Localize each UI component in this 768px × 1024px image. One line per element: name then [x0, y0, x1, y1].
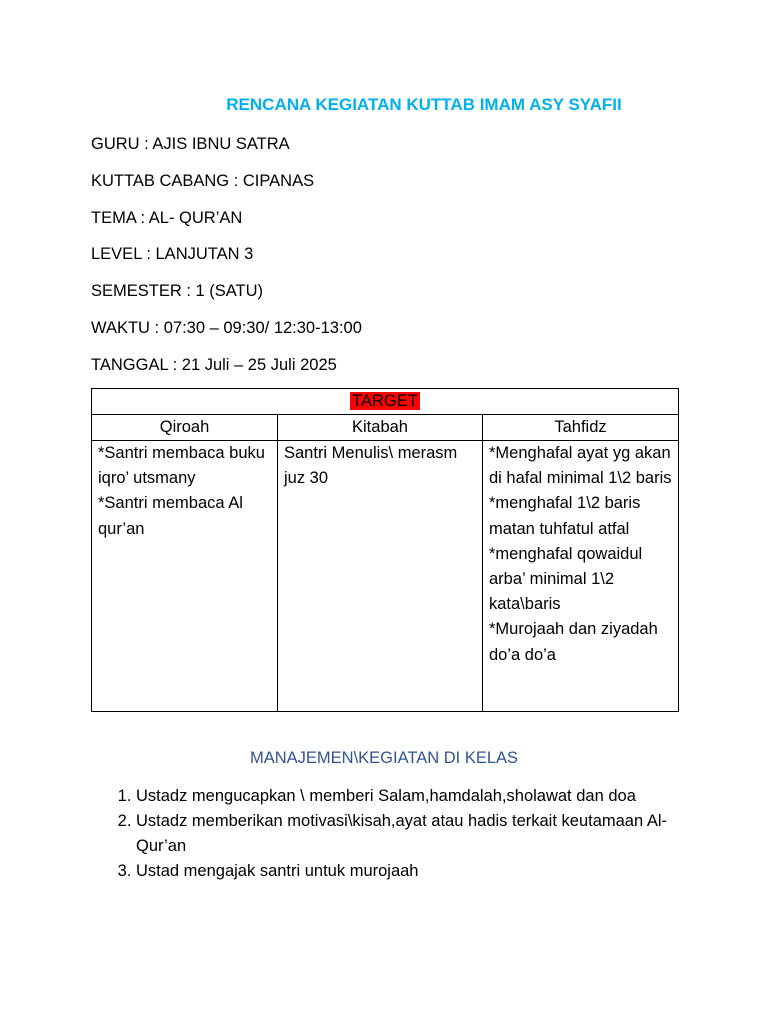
section-title-text: MANAJEMEN\KEGIATAN DI KELAS [249, 749, 519, 767]
kitabah-item: Santri Menulis\ merasm juz 30 [284, 444, 458, 488]
target-header-cell [92, 389, 679, 415]
cell-tahfidz [483, 441, 679, 712]
info-tema: TEMA : AL- QUR’AN [91, 208, 243, 227]
list-item: 1. Ustadz mengucapkan \ memberi Salam,hamdalah,sholawat dan doa [136, 784, 696, 809]
target-label: TARGET [352, 392, 418, 410]
info-waktu: WAKTU : 07:30 – 09:30/ 12:30-13:00 [91, 318, 362, 337]
tahfidz-item: *Menghafal ayat yg akan di hafal minimal 1\2 baris [489, 444, 672, 488]
qiroah-item: *Santri membaca Al qur’an [98, 494, 243, 538]
info-semester: SEMESTER : 1 (SATU) [91, 282, 264, 301]
cell-qiroah [92, 441, 278, 712]
table-row [92, 441, 679, 712]
activity-list [110, 784, 696, 884]
target-table [91, 388, 679, 712]
info-block [91, 132, 362, 390]
qiroah-item: *Santri membaca buku iqro’ utsmany [98, 444, 265, 488]
column-header-kitabah: Kitabah [278, 415, 483, 441]
document-title-text: RENCANA KEGIATAN KUTTAB IMAM ASY SYAFII [226, 95, 622, 114]
column-header-row [92, 415, 679, 441]
section-title [0, 749, 768, 768]
tahfidz-item: *menghafal qowaidul arba’ minimal 1\2 kata\baris [489, 544, 643, 614]
info-tanggal: TANGGAL : 21 Juli – 25 Juli 2025 [91, 355, 337, 374]
info-guru: GURU : AJIS IBNU SATRA [91, 135, 290, 153]
info-kuttab-cabang: KUTTAB CABANG : CIPANAS [91, 171, 315, 190]
target-header-row [92, 389, 679, 415]
tahfidz-item: *Murojaah dan ziyadah do’a do’a [489, 620, 658, 664]
document-title [0, 95, 768, 115]
list-item: 3. Ustad mengajak santri untuk murojaah [136, 859, 696, 884]
column-header-tahfidz: Tahfidz [483, 415, 679, 441]
cell-kitabah [278, 441, 483, 712]
info-level: LEVEL : LANJUTAN 3 [91, 245, 254, 264]
tahfidz-item: *menghafal 1\2 baris matan tuhfatul atfal [489, 494, 641, 538]
list-item: 2. Ustadz memberikan motivasi\kisah,ayat atau hadis terkait keutamaan Al-Qur’an [136, 809, 696, 859]
column-header-qiroah: Qiroah [92, 415, 278, 441]
